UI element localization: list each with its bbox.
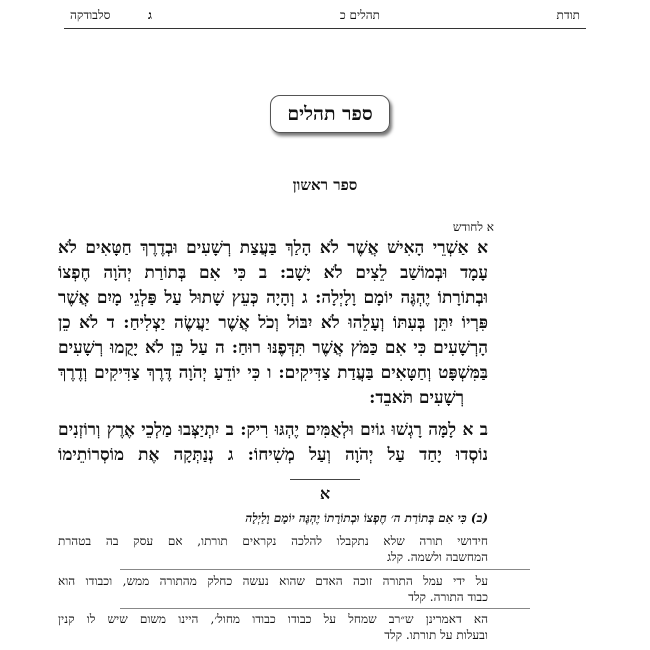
book-title: ספר תהלים: [287, 102, 373, 125]
commentary-heading: (ב) כִּי אִם בְּתוֹרַת ה׳ חֶפְצוֹ וּבְתוֹרָתוֹ יֶהְגֶּה יוֹמָם וָלַיְלָה: [245, 511, 488, 525]
verse-line: הָרְשָׁעִים כִּי אִם כַּמֹּץ אֲשֶׁר תִּדְּפֶנּוּ רוּחַ: ה עַל כֵּן לֹא יָקֻמוּ רְשָׁעִים: [58, 338, 488, 358]
verse-line: ב א לָמָּה רָגְשׁוּ גוֹיִם וּלְאֻמִּים יֶהְגּוּ רִיק: ב יִתְיַצְּבוּ מַלְכֵי אֶרֶץ וְרוֹזְנִים: [58, 420, 488, 440]
running-header: [70, 8, 580, 28]
verse-line: נוֹסְדוּ יָחַד עַל יְהֹוָה וְעַל מְשִׁיחוֹ: ג נְנַתְּקָה אֶת מוֹסְרוֹתֵימוֹ: [58, 445, 488, 465]
commentary-divider: [290, 479, 360, 480]
monthly-reading-note: א לחודש: [452, 220, 494, 234]
verse-line: פִּרְיוֹ יִתֵּן בְּעִתּוֹ וְעָלֵהוּ לֹא יִבּוֹל וְכֹל אֲשֶׁר יַעֲשֶׂה יַצְלִיחַ: ד לֹא כֵן: [58, 313, 488, 333]
verse-line: וּבְתוֹרָתוֹ יֶהְגֶּה יוֹמָם וָלָיְלָה: ג וְהָיָה כְּעֵץ שָׁתוּל עַל פַּלְגֵי מָיִם אֲשֶׁר: [58, 288, 488, 308]
paragraph-separator: [120, 608, 530, 609]
verse-line: עָמָד וּבְמוֹשַׁב לֵצִים לֹא יָשָׁב: ב כִּי אִם בְּתוֹרַת יְהֹוָה חֶפְצוֹ: [58, 263, 488, 283]
commentary-line: ובעלות על תורתו. קלד: [384, 628, 488, 642]
book-title-box: [270, 95, 390, 133]
header-book-title: תודת: [556, 8, 580, 22]
commentary-line: חידושי תורה שלא נתקבלו להלכה נקראים תורתו, אם עסק בה בטהרת: [58, 534, 488, 548]
commentary-line: על ידי עמל התורה זוכה האדם שהוא נעשה כחלק מהתורה ממש, וכבודו הוא: [58, 574, 488, 588]
commentary-chapter-letter: א: [319, 484, 331, 503]
header-rule: [64, 28, 586, 29]
verse-line: בַּמִּשְׁפָּט וְחַטָּאִים בַּעֲדַת צַדִּיקִים: ו כִּי יוֹדֵעַ יְהֹוָה דֶּרֶךְ צַדִּיקִים וְדֶרֶךְ: [58, 363, 488, 383]
verse-line: רְשָׁעִים תֹּאבֵד:: [369, 388, 464, 408]
header-page-number: ג: [148, 8, 152, 22]
verse-line: א אַשְׁרֵי הָאִישׁ אֲשֶׁר לֹא הָלַךְ בַּעֲצַת רְשָׁעִים וּבְדֶרֶךְ חַטָּאִים לֹא: [58, 238, 488, 258]
section-subtitle: ספר ראשון: [292, 176, 358, 194]
commentary-line: המחשבה ולשמה. קלג: [387, 550, 488, 564]
header-section: תהלים כ: [339, 8, 380, 22]
commentary-line: כבוד התורה. קלד: [408, 590, 488, 604]
header-author: סלבודקה: [70, 8, 111, 22]
paragraph-separator: [120, 569, 530, 570]
commentary-line: הא דאמרינן ש״רב שמחל על כבודו כבודו מחול׳, היינו משום שיש לו קנין: [58, 612, 488, 626]
